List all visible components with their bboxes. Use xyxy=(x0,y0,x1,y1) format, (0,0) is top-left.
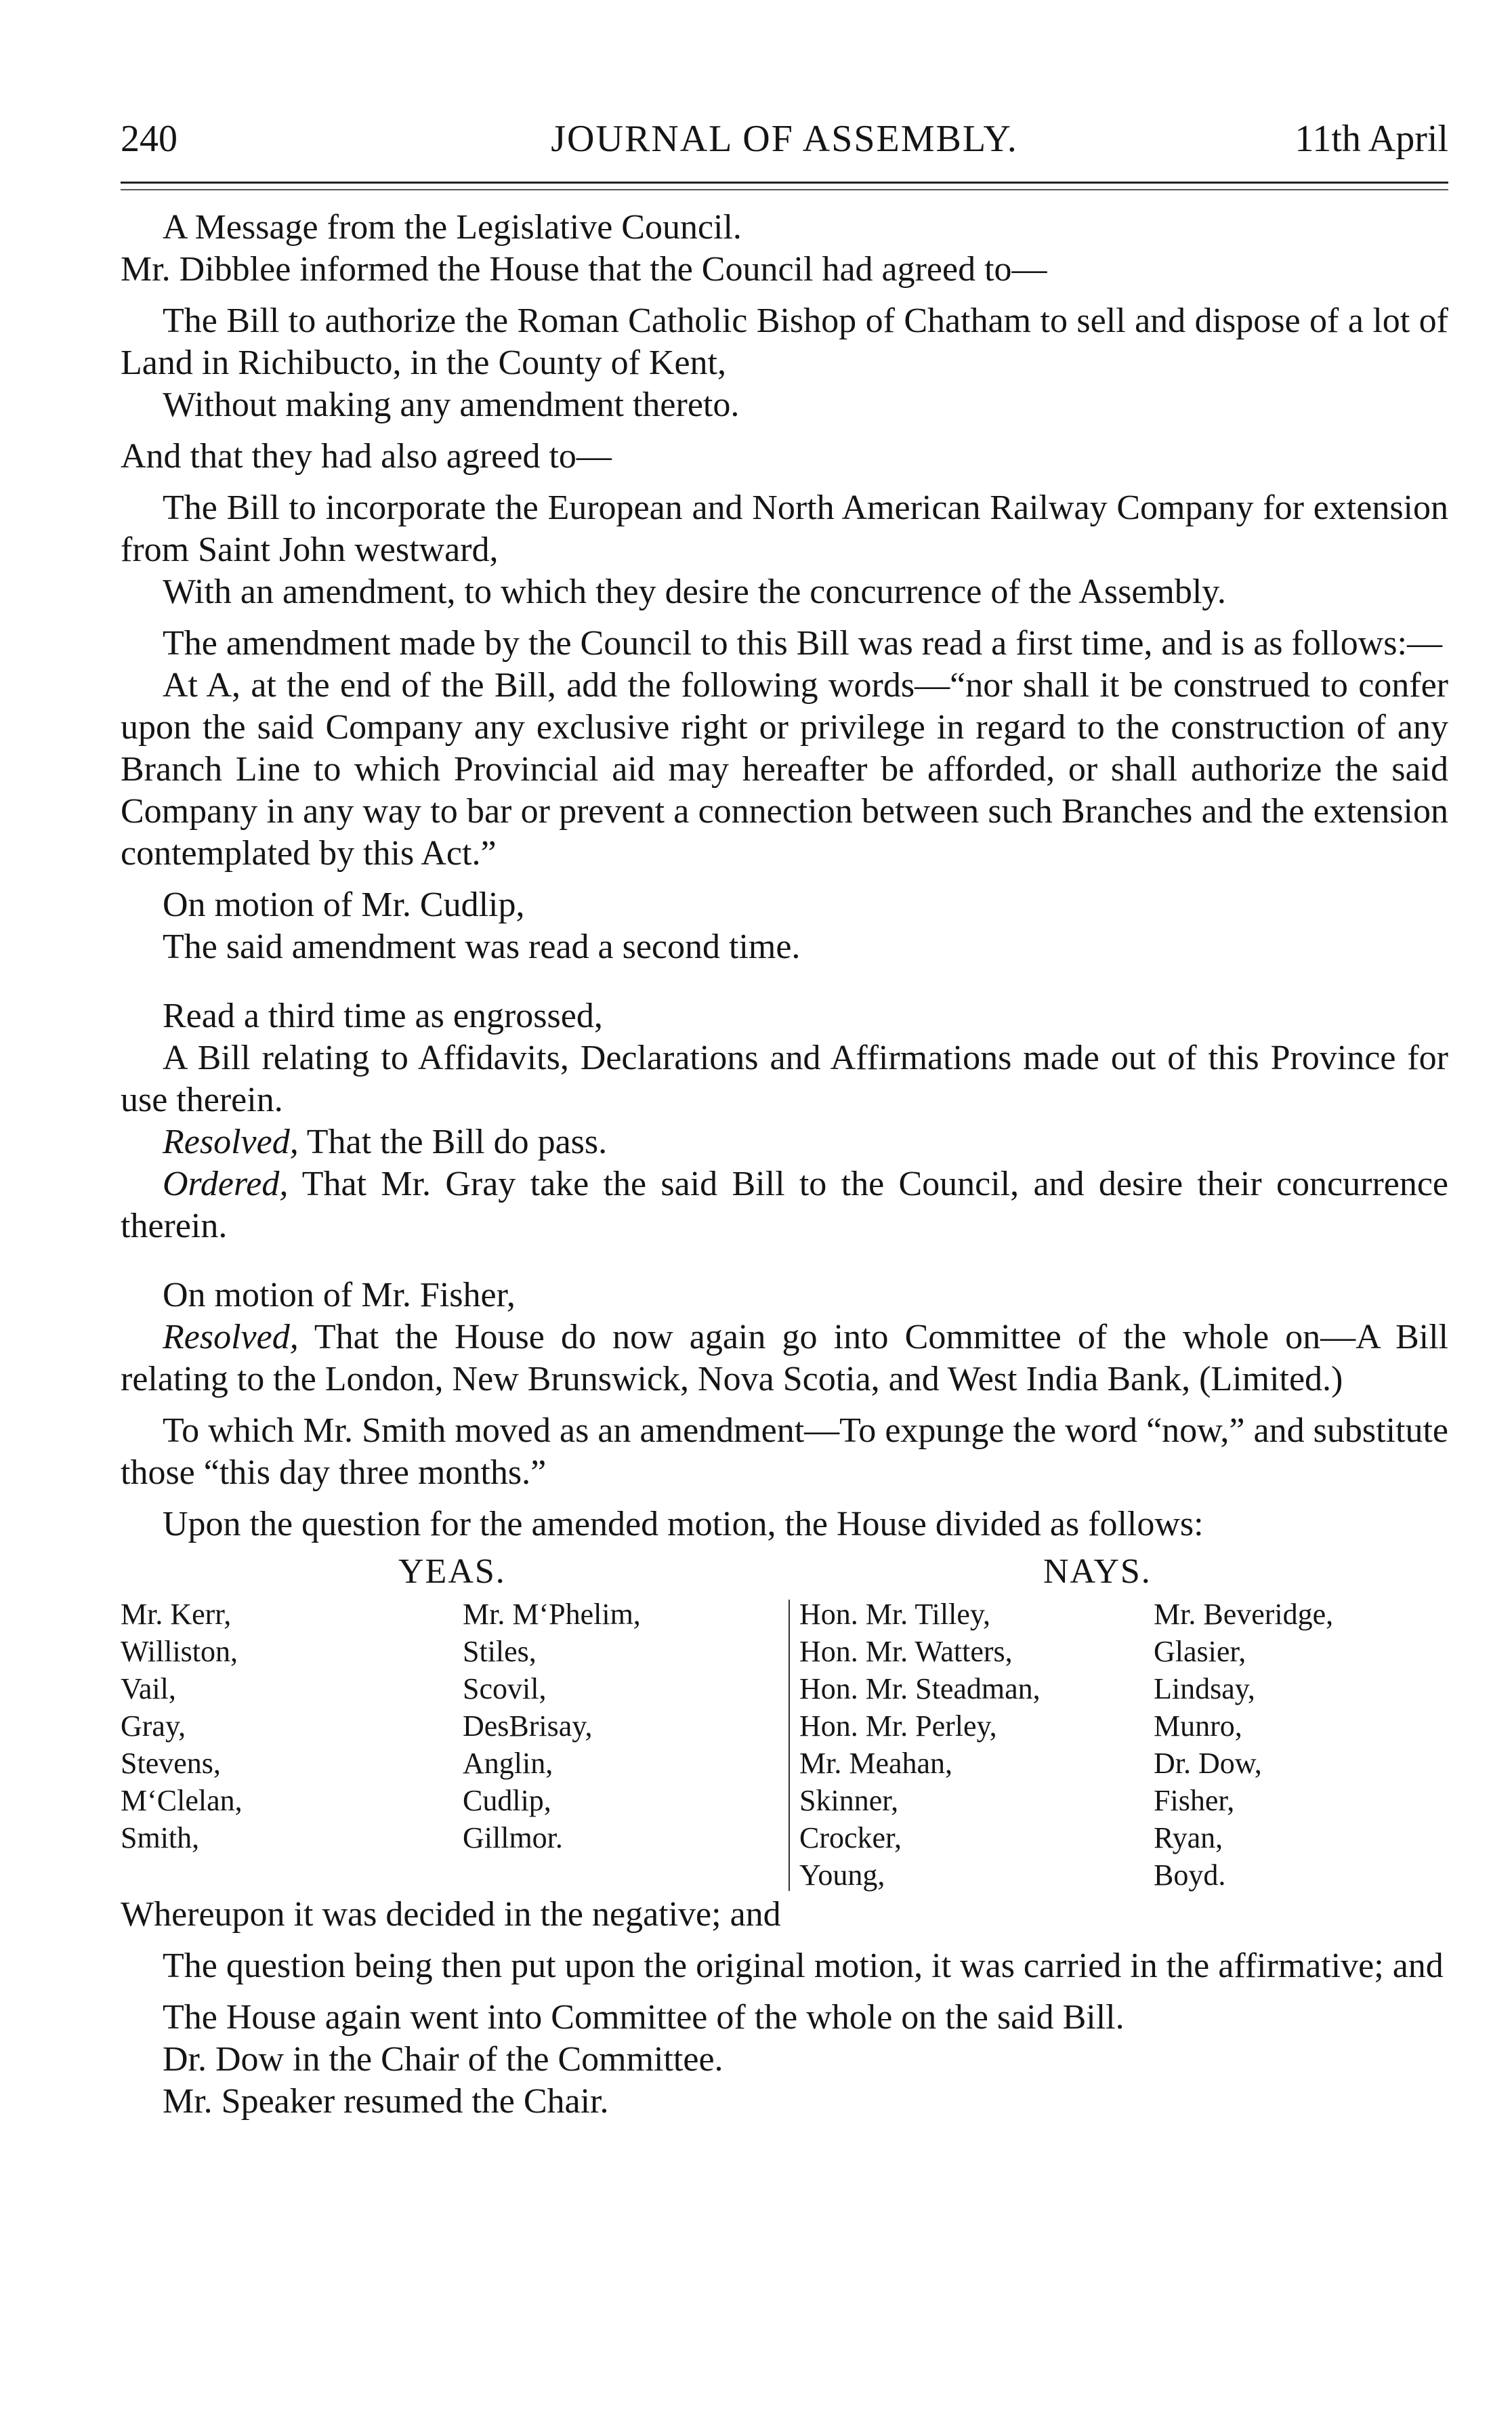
paragraph: Dr. Dow in the Chair of the Committee. xyxy=(163,2040,723,2079)
resolution xyxy=(121,1121,1448,1163)
resolution-text: That the House do now again go into Committee of the whole on—A Bill relating to the London, New Brunswick, Nova Scotia, and West India Bank, (Limited.) xyxy=(121,1318,1448,1398)
member-name: Dr. Dow, xyxy=(1154,1747,1262,1780)
member-name: Smith, xyxy=(121,1821,200,1854)
resolution-text: That the Bill do pass. xyxy=(298,1123,608,1161)
amendment-text: At A, at the end of the Bill, add the following words—“nor shall it be construed to confer upon the said Company any exclusive right or privilege in regard to the construction of any Branch Line to which Provincial aid may hereafter be afforded, or shall authorize the said Company in any way to bar or prevent a connection between such Branches and the extension contemplated by this Act.” xyxy=(121,666,1448,873)
paragraph: The question being then put upon the original motion, it was carried in the affirmative; and xyxy=(163,1947,1444,1985)
yeas-column-1 xyxy=(121,1596,243,1856)
member-name: Gray, xyxy=(121,1709,186,1743)
header-date: 11th April xyxy=(1295,118,1448,160)
member-name: Boyd. xyxy=(1154,1858,1226,1892)
page-number: 240 xyxy=(121,118,177,160)
paragraph: A Bill relating to Affidavits, Declarations and Affirmations made out of this Province for use therein. xyxy=(121,1039,1448,1119)
page-header xyxy=(121,112,1448,166)
member-name: Lindsay, xyxy=(1154,1672,1255,1705)
member-name: Stevens, xyxy=(121,1747,221,1780)
paragraph: The Bill to incorporate the European and North American Railway Company for extension from Saint John westward, xyxy=(121,488,1448,569)
paragraph: The amendment made by the Council to this Bill was read a first time, and is as follows:— xyxy=(163,624,1442,663)
yeas-column-2 xyxy=(463,1596,641,1856)
paragraph: The Bill to authorize the Roman Catholic Bishop of Chatham to sell and dispose of a lot of Land in Richibucto, in the County of Kent, xyxy=(121,301,1448,382)
resolved-label: Resolved, xyxy=(163,1318,299,1356)
member-name: Hon. Mr. Perley, xyxy=(799,1709,997,1743)
nays-heading: NAYS. xyxy=(1043,1552,1152,1591)
order xyxy=(121,1163,1448,1247)
paragraph: Without making any amendment thereto. xyxy=(163,386,740,424)
paragraph: And that they had also agreed to— xyxy=(121,437,612,476)
member-name: Glasier, xyxy=(1154,1635,1246,1668)
member-name: Scovil, xyxy=(463,1672,547,1705)
paragraph: To which Mr. Smith moved as an amendment—To expunge the word “now,” and substitute those “this day three months.” xyxy=(121,1411,1448,1492)
member-name: Mr. M‘Phelim, xyxy=(463,1598,641,1631)
paragraph: The House again went into Committee of the whole on the said Bill. xyxy=(163,1998,1125,2037)
journal-body xyxy=(121,207,1448,2123)
paragraph: Upon the question for the amended motion, the House divided as follows: xyxy=(163,1505,1204,1543)
member-name: M‘Clelan, xyxy=(121,1784,243,1817)
member-name: Mr. Beveridge, xyxy=(1154,1598,1334,1631)
member-name: Hon. Mr. Watters, xyxy=(799,1635,1013,1668)
member-name: Hon. Mr. Tilley, xyxy=(799,1598,991,1631)
paragraph: A Message from the Legislative Council. xyxy=(163,208,742,247)
member-name: Young, xyxy=(799,1858,885,1892)
member-name: Ryan, xyxy=(1154,1821,1223,1854)
member-name: Skinner, xyxy=(799,1784,899,1817)
paragraph: With an amendment, to which they desire the concurrence of the Assembly. xyxy=(163,573,1226,611)
paragraph: On motion of Mr. Fisher, xyxy=(163,1276,516,1314)
division-list xyxy=(121,1596,1448,1894)
member-name: Munro, xyxy=(1154,1709,1242,1743)
member-name: Mr. Kerr, xyxy=(121,1598,232,1631)
division-headings xyxy=(121,1551,1448,1596)
paragraph: Read a third time as engrossed, xyxy=(163,997,603,1035)
order-text: That Mr. Gray take the said Bill to the Council, and desire their concurrence therein. xyxy=(121,1165,1448,1245)
member-name: Hon. Mr. Steadman, xyxy=(799,1672,1041,1705)
header-rule xyxy=(121,182,1448,190)
member-name: Vail, xyxy=(121,1672,176,1705)
paragraph: The said amendment was read a second time. xyxy=(163,928,801,966)
paragraph: On motion of Mr. Cudlip, xyxy=(163,886,525,924)
column-divider xyxy=(789,1600,790,1891)
yeas-heading: YEAS. xyxy=(398,1552,506,1591)
nays-column-2 xyxy=(1154,1596,1333,1894)
member-name: Cudlip, xyxy=(463,1784,551,1817)
paragraph: Mr. Dibblee informed the House that the Council had agreed to— xyxy=(121,250,1047,289)
member-name: DesBrisay, xyxy=(463,1709,593,1743)
paragraph: Whereupon it was decided in the negative; and xyxy=(121,1895,781,1934)
member-name: Williston, xyxy=(121,1635,238,1668)
ordered-label: Ordered, xyxy=(163,1165,289,1203)
member-name: Crocker, xyxy=(799,1821,902,1854)
member-name: Gillmor. xyxy=(463,1821,563,1854)
member-name: Anglin, xyxy=(463,1747,553,1780)
resolved-label: Resolved, xyxy=(163,1123,299,1161)
nays-column-1 xyxy=(799,1596,1041,1894)
member-name: Stiles, xyxy=(463,1635,537,1668)
journal-title: JOURNAL OF ASSEMBLY. xyxy=(551,118,1018,160)
member-name: Fisher, xyxy=(1154,1784,1235,1817)
member-name: Mr. Meahan, xyxy=(799,1747,953,1780)
resolution xyxy=(121,1316,1448,1400)
paragraph: Mr. Speaker resumed the Chair. xyxy=(163,2082,609,2121)
